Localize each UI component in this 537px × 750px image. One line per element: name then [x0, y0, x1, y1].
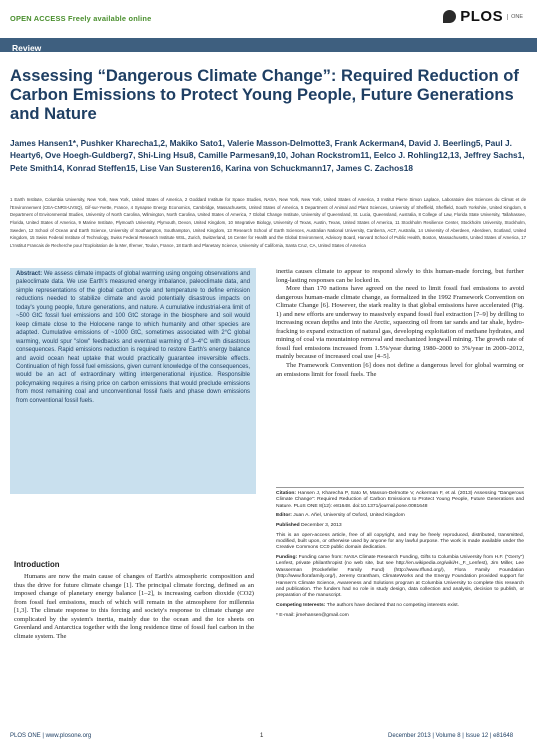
editor: Editor: Juan A. Añel, University of Oxford, United Kingdom [276, 513, 405, 519]
paragraph-2: More than 170 nations have agreed on the need to limit fossil fuel emissions to avoid dangerous human-made climate change, as formalized in the 1992 Framework Convention on Climate Change [6]. However, the stark reality is that global emissions have accelerated (Fig. 1) and new efforts are underway to massively expand fossil fuel extraction [7–9] by drilling to increasing ocean depths and into the Arctic, squeezing oil from tar sands and tar shale, hydro-fracking to expand extraction of natural gas, developing exploitation of methane hydrates, and mining of coal via mountaintop removal and mechanized longwall mining. The growth rate of fossil fuel emissions increased from 1.5%/year during 1980–2000 to 3%/year in 2000–2012, mainly because of increased coal use [4–5]. [276, 285, 524, 361]
plos-logo-icon [443, 10, 456, 23]
author-list: James Hansen1*, Pushker Kharecha1,2, Makiko Sato1, Valerie Masson-Delmotte3, Frank Ackerman4, David J. Beerling5, Paul J. Hearty6, Ove Hoegh-Guldberg7, Shi-Ling Hsu8, Camille Parmesan9,10, Johan Rockstrom11, Eelco J. Rohling12,13, Jeffrey Sachs1, Pete Smith14, Konrad Steffen15, Lise Van Susteren16, Karina von Schuckmann17, James C. Zachos18 [10, 138, 525, 173]
abstract [10, 268, 256, 405]
competing-interests: Competing Interests: The authors have declared that no competing interests exist. [276, 603, 459, 609]
funding: Funding: Funding came from: NASA Climate Research Funding, Gifts to Columbia University from H.F. ("Gerry") Lenfest, private philanthropist (no web site, but see http://en.wikipedia.org/wiki/H._F._Lenfest), Jim Miller, Lee Wasserman (Rockefeller Family Fund) (http://www.rffund.org/), Flora Family Foundation (http://www.florafamily.org/), Jeremy Grantham, ClimateWorks and the Energy Foundation provided support for Hansen's Climate Science, Awareness and Solutions program at Columbia University to complete this research and publication. The funders had no role in study design, data collection and analysis, decision to publish, or preparation of the manuscript. [276, 555, 525, 599]
email[interactable]: * E-mail: jimehansen@gmail.com [276, 612, 349, 618]
abstract-text: We assess climate impacts of global warming using ongoing observations and paleoclimate data. We use Earth's measured energy imbalance, paleoclimate data, and simple representations of the global carbon cycle and temperature to define emission reductions needed to stabilize climate and avoid potentially disastrous impacts on today's young people, future generations, and nature. A cumulative industrial-era limit of ~500 GtC fossil fuel emissions and 100 GtC storage in the biosphere and soil would keep climate close to the Holocene range to which humanity and other species are adapted. Cumulative emissions of ~1000 GtC, sometimes associated with 2°C global warming, would spur "slow" feedbacks and eventual warming of 3–4°C with disastrous consequences. Rapid emissions reduction is required to restore Earth's energy balance and avoid ocean heat uptake that would practically guarantee irreversible effects. Continuation of high fossil fuel emissions, given current knowledge of the consequences, would be an act of extraordinary witting intergenerational injustice. Responsible policymaking requires a rising price on carbon emissions that would preclude emissions from most remaining coal and unconventional fossil fuels and phase down emissions from conventional fossil fuels. [16, 271, 250, 404]
license: This is an open-access article, free of all copyright, and may be freely reproduced, distributed, transmitted, modified, built upon, or otherwise used by anyone for any lawful purpose. The work is made available under the Creative Commons CC0 public domain dedication. [276, 532, 524, 551]
plos-logo [443, 8, 523, 25]
logo-sub: ONE [507, 14, 523, 20]
paragraph-1: inertia causes climate to appear to respond slowly to this human-made forcing, but further long-lasting responses can be locked in. [276, 268, 524, 284]
open-access-label: OPEN ACCESS Freely available online [10, 14, 152, 23]
article-title: Assessing “Dangerous Climate Change”: Required Reduction of Carbon Emissions to Protect Young People, Future Generations and Nature [10, 66, 519, 123]
footer-journal[interactable]: PLOS ONE | www.plosone.org [10, 733, 92, 739]
paragraph-3: The Framework Convention [6] does not define a dangerous level for global warming or an emissions limit for fossil fuels. The [276, 362, 524, 378]
introduction-heading: Introduction [14, 560, 60, 569]
section-bar [0, 38, 537, 52]
section-label: Review [12, 43, 42, 53]
introduction-paragraph: Humans are now the main cause of changes of Earth's atmospheric composition and thus the drive for future climate change [1]. The principal climate forcing, defined as an imposed change of planetary energy balance [1–2], is increasing carbon dioxide (CO2) from fossil fuel emissions, much of which will remain in the atmosphere for millennia [1,3]. The climate response to this forcing and society's response to climate change are complicated by the system's inertia, mainly due to the ocean and the ice sheets on Greenland and Antarctica together with the long residence time of fossil fuel carbon in the climate system. The [14, 573, 254, 640]
article-metadata [276, 487, 524, 622]
footer-issue: December 2013 | Volume 8 | Issue 12 | e81648 [388, 733, 514, 739]
open-access-banner [10, 14, 151, 23]
abstract-label: Abstract: [16, 271, 43, 277]
footer-page-number: 1 [260, 733, 264, 739]
affiliations: 1 Earth Institute, Columbia University, New York, New York, United States of America, 2 Goddard Institute for Space Studies, NASA, New York, New York, United States of America, 3 Institut Pierre Simon Laplace, Laboratoire des Sciences du Climat et de l'Environnement (CEA-CNRS-UVSQ), Gif-sur-Yvette, France, 4 Synapse Energy Economics, Cambridge, Massachusetts, United States of America, 5 Department of Animal and Plant Sciences, University of Sheffield, Sheffield, South Yorkshire, United Kingdom, 6 Department of Environmental Studies, University of North Carolina, Wilmington, North Carolina, United States of America, 7 Global Change Institute, University of Queensland, St. Lucia, Queensland, Australia, 8 College of Law, Florida State University, Tallahassee, Florida, United States of America, 9 Marine Institute, Plymouth University, Plymouth, Devon, United Kingdom, 10 Integrative Biology, University of Texas, Austin, Texas, United States of America, 11 Stockholm Resilience Center, Stockholm University, Stockholm, Sweden, 12 School of Ocean and Earth Science, University of Southampton, Southampton, United Kingdom, 13 Research School of Earth Sciences, Australian National University, Canberra, ACT, Australia, 14 University of Aberdeen, Aberdeen, Scotland, United Kingdom, 15 Swiss Federal Institute of Technology, Swiss Federal Research Institute WSL, Zurich, Switzerland, 16 Center for Health and the Global Environment, Advisory Board, Harvard School of Public Health, Boston, Massachusetts, United States of America, 17 L'Institut Francais de Recherche pour l'Exploitation de la Mer, Ifremer, Toulon, France, 18 Earth and Planetary Science, University of California, Santa Cruz, CA, United States of America [10, 197, 526, 248]
published: Published December 3, 2013 [276, 523, 342, 528]
citation: Citation: Hansen J, Kharecha P, Sato M, Masson-Delmotte V, Ackerman F, et al. (2013) Assessing "Dangerous Climate Change": Required Reduction of Carbon Emissions to Protect Young People, Future Generations and Nature. PLoS ONE 8(12): e81648. doi:10.1371/journal.pone.0081648 [276, 491, 525, 509]
right-column-text [276, 268, 524, 379]
introduction-text [14, 573, 254, 641]
logo-text: PLOS [460, 8, 504, 25]
abstract-box [10, 268, 256, 494]
